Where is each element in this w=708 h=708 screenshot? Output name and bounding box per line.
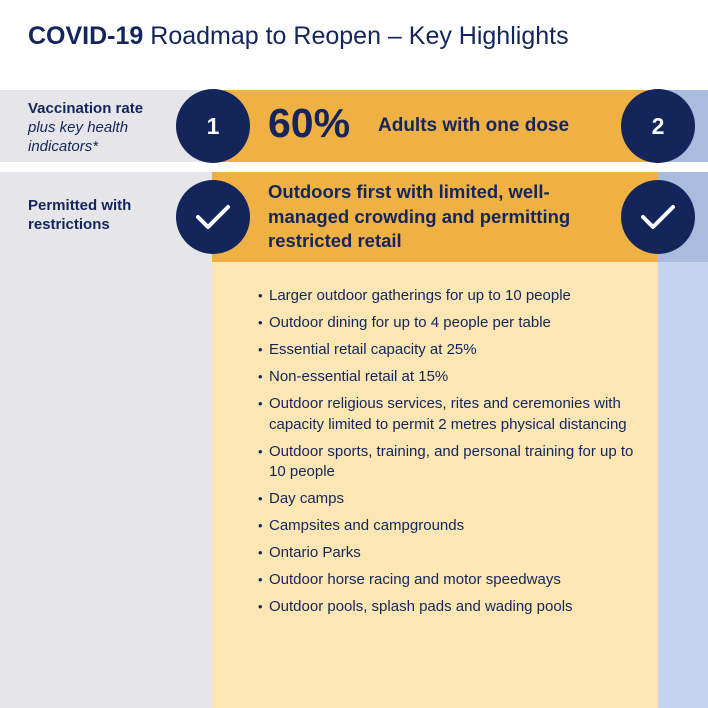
list-item: • Ontario Parks (258, 543, 638, 564)
list-item: • Outdoor pools, splash pads and wading pools (258, 597, 638, 618)
vaccination-percentage: 60% (268, 100, 351, 146)
list-item: • Campsites and campgrounds (258, 516, 638, 537)
health-indicators-note: plus key health indicators* (28, 119, 129, 155)
list-item: • Outdoor horse racing and motor speedways (258, 570, 638, 591)
vaccination-rate-title: Vaccination rate (28, 100, 144, 117)
step-2-badge (621, 89, 695, 163)
permitted-label (28, 196, 168, 234)
step-1-badge (176, 89, 250, 163)
checkmark-icon (195, 203, 231, 231)
step-2-check-badge (621, 180, 695, 254)
step-1-check-badge (176, 180, 250, 254)
title-bold: COVID-19 (28, 22, 144, 50)
page-title (28, 22, 569, 51)
checkmark-icon (640, 203, 676, 231)
list-item: • Larger outdoor gatherings for up to 10 people (258, 286, 638, 307)
title-rest: Roadmap to Reopen – Key Highlights (143, 22, 569, 50)
vaccination-rate-label (28, 99, 158, 156)
vaccination-percentage-label: Adults with one dose (378, 115, 570, 136)
list-item: • Essential retail capacity at 25% (258, 340, 638, 361)
step-headline: Outdoors first with limited, well-managed crowding and permitting restricted retail (268, 181, 571, 251)
permitted-with-restrictions-title: Permitted with restrictions (28, 197, 132, 233)
list-item: • Outdoor religious services, rites and ceremonies with capacity limited to permit 2 metres physical distancing (258, 394, 638, 435)
row2-label-cell (0, 172, 212, 708)
list-item: • Outdoor sports, training, and personal training for up to 10 people (258, 442, 638, 483)
list-item: • Day camps (258, 489, 638, 510)
list-item: • Non-essential retail at 15% (258, 367, 638, 388)
next-step-panel (658, 262, 708, 708)
highlights-list (258, 286, 638, 624)
list-item: • Outdoor dining for up to 4 people per table (258, 313, 638, 334)
step-2-number: 2 (651, 112, 665, 139)
step-1-number: 1 (206, 112, 220, 139)
